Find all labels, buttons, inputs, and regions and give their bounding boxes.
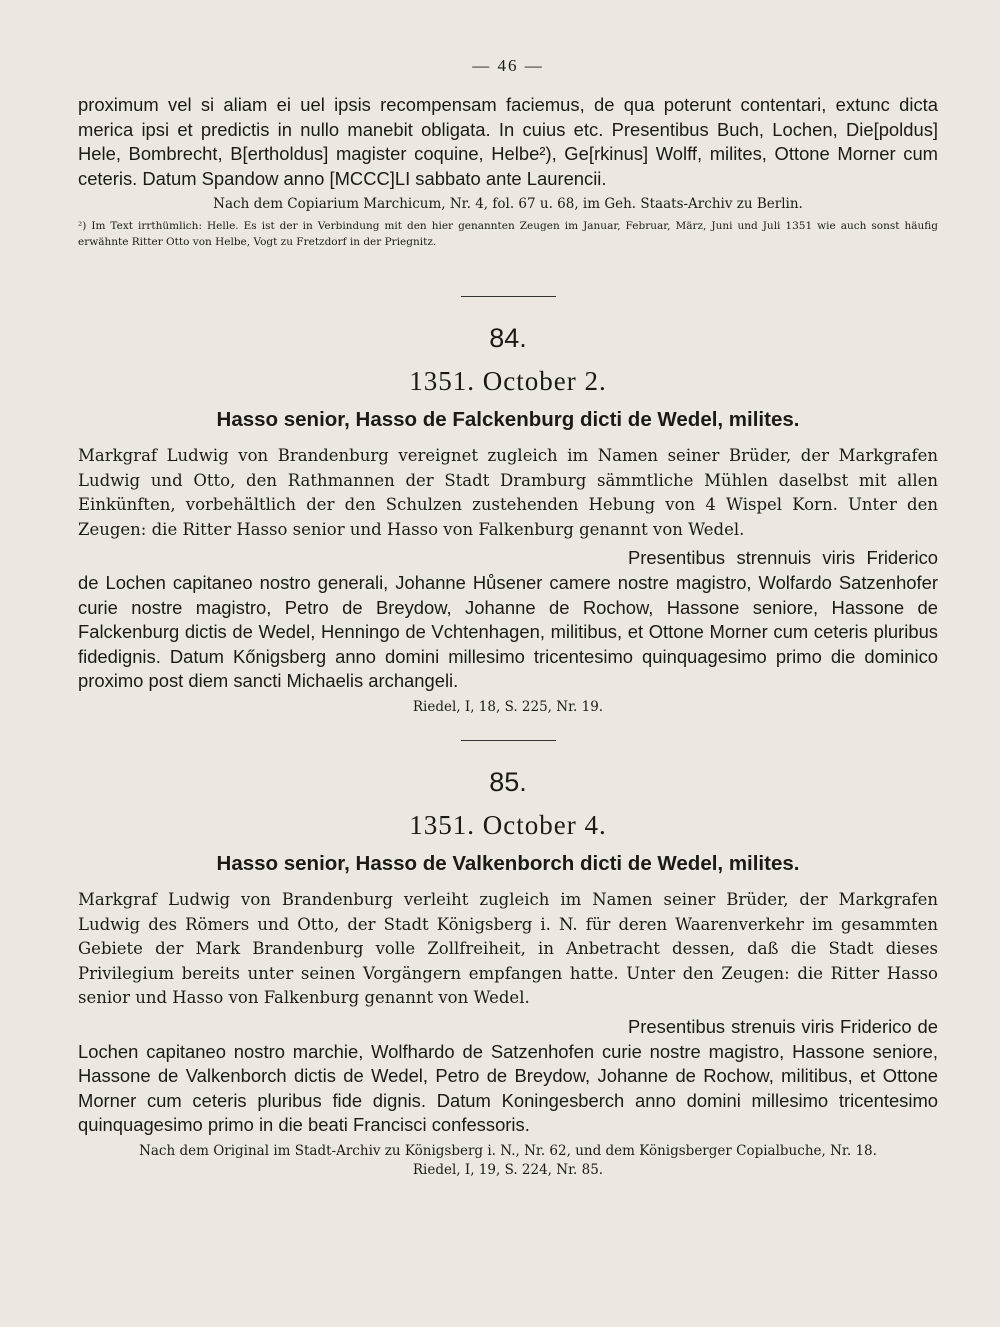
continuation-source-note: Nach dem Copiarium Marchicum, Nr. 4, fol. 67 u. 68, im Geh. Staats-Archiv zu Berlin.	[213, 196, 803, 213]
document-latin-text: Presentibus strenuis viris Friderico de Lochen capitaneo nostro marchie, Wolfhardo de Satzenhofen curie nostre magistro, Hassone seniore, Hassone de Valkenborch dictis de Wedel, Petro de Breydow, Johanne de Rochow, militibus, et Ottone Morner cum ceteris pluribus fide dignis. Datum Koningesberch anno domini millesimo tricentesimo quinquagesimo primo in die beati Francisci confessoris.	[78, 1015, 938, 1136]
document-number: 84.	[489, 323, 527, 353]
document-source: Nach dem Original im Stadt-Archiv zu Königsberg i. N., Nr. 62, und dem Königsberger Copialbuche, Nr. 18.	[139, 1142, 877, 1159]
document-title: Hasso senior, Hasso de Valkenborch dicti de Wedel, milites.	[216, 852, 800, 875]
document-85	[78, 766, 938, 1180]
document-title: Hasso senior, Hasso de Falckenburg dicti de Wedel, milites.	[216, 408, 800, 431]
document-source: Riedel, I, 18, S. 225, Nr. 19.	[412, 698, 604, 715]
document-summary: Markgraf Ludwig von Brandenburg vereignet zugleich im Namen seiner Brüder, der Markgrafen Ludwig und Otto, den Rathmannen der Stadt Dramburg sämmtliche Mühlen daselbst mit allen Einkünften, vorbehältlich der den Schulzen zustehenden Hebung von 4 Wispel Korn. Unter den Zeugen: die Ritter Hasso senior und Hasso von Falkenburg genannt von Wedel.	[78, 446, 938, 539]
separator-rule-2	[78, 740, 938, 741]
document-date: 1351. October 4.	[409, 810, 607, 840]
document-latin-text: Presentibus strennuis viris Friderico de Lochen capitaneo nostro generali, Johanne Hůsener camere nostre magistro, Wolfardo Satzenhofer curie nostre magistro, Petro de Breydow, Johanne de Rochow, Hassone seniore, Hassone de Falckenburg dictis de Wedel, Henningo de Vchtenhagen, militibus, et Ottone Morner cum ceteris pluribus fidedignis. Datum Kőnigsberg anno domini millesimo tricentesimo quinquagesimo primo die dominico proximo post diem sancti Michaelis archangeli.	[78, 547, 938, 692]
footnote: ²) Im Text irrthümlich: Helle. Es ist der in Verbindung mit den hier genannten Zeugen im Januar, Februar, März, Juni und Juli 1351 wie auch sonst häufig erwähnte Ritter Otto von Helbe, Vogt zu Fretzdorf in der Priegnitz.	[78, 220, 938, 249]
page-number: — 46 —	[472, 56, 544, 75]
continuation-block	[78, 93, 938, 250]
document-number: 85.	[489, 767, 527, 797]
document-84	[78, 322, 938, 717]
document-source-riedel: Riedel, I, 19, S. 224, Nr. 85.	[412, 1161, 604, 1178]
continuation-latin-text: proximum vel si aliam ei uel ipsis recompensam faciemus, de qua poterunt contentari, extunc dicta merica ipsi et predictis in nullo manebit obligata. In cuius etc. Presentibus Buch, Lochen, Die[poldus] Hele, Bombrecht, B[ertholdus] magister coquine, Helbe²), Ge[rkinus] Wolff, milites, Ottone Morner cum ceteris. Datum Spandow anno [MCCC]LI sabbato ante Laurencii.	[78, 94, 938, 189]
document-date: 1351. October 2.	[409, 366, 607, 396]
separator-rule-1	[78, 296, 938, 297]
document-summary: Markgraf Ludwig von Brandenburg verleiht zugleich im Namen seiner Brüder, der Markgrafen Ludwig des Römers und Otto, der Stadt Königsberg i. N. für deren Waarenverkehr im gesammten Gebiete der Mark Brandenburg volle Zollfreiheit, in Anbetracht dessen, daß die Stadt dieses Privilegium bereits unter seinen Vorgängern empfangen hatte. Unter den Zeugen: die Ritter Hasso senior und Hasso von Falkenburg genannt von Wedel.	[78, 890, 938, 1008]
